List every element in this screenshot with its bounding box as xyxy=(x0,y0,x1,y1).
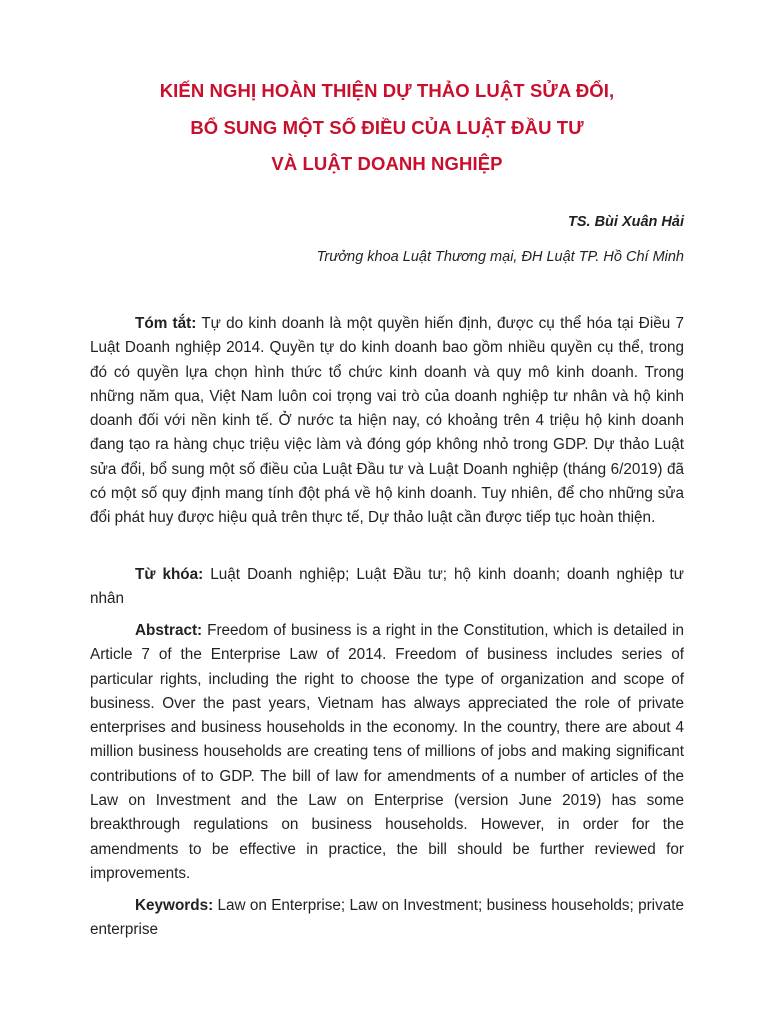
keywords-en-text: Law on Enterprise; Law on Investment; business households; private enterprise xyxy=(90,897,684,939)
abstract-text: Freedom of business is a right in the Constitution, which is detailed in Article 7 of the Enterprise Law of 2014. Freedom of business includes series of particular rights, including the right to choose the type of organization and scope of business. Over the past years, Vietnam has always appreciated the role of private enterprises and business households in the economy. In the country, there are about 4 million business households are creating tens of millions of jobs and making significant contributions of to GDP. The bill of law for amendments of a number of articles of the Law on Investment and the Law on Enterprise (version June 2019) has some breakthrough regulations on business households. However, in order for the amendments to be effective in practice, the bill should be further reviewed for improvements. xyxy=(90,622,684,882)
title-line-1: KIẾN NGHỊ HOÀN THIỆN DỰ THẢO LUẬT SỬA ĐỔI, xyxy=(159,80,615,101)
keywords-en-paragraph xyxy=(90,894,684,943)
keywords-en-label: Keywords: xyxy=(135,897,214,914)
abstract-paragraph xyxy=(90,619,684,886)
article-title xyxy=(90,73,684,183)
abstract-label: Abstract: xyxy=(135,622,203,639)
title-line-2: BỔ SUNG MỘT SỐ ĐIỀU CỦA LUẬT ĐẦU TƯ xyxy=(190,116,584,138)
author-affiliation: Trưởng khoa Luật Thương mại, ĐH Luật TP. Hồ Chí Minh xyxy=(316,249,684,265)
author-name: TS. Bùi Xuân Hải xyxy=(567,214,684,230)
summary-text: Tự do kinh doanh là một quyền hiến định, được cụ thể hóa tại Điều 7 Luật Doanh nghiệp 2014. Quyền tự do kinh doanh bao gồm nhiều quyền cụ thể, trong đó có quyền lựa chọn hình thức tổ chức kinh doanh và quy mô kinh doanh. Trong những năm qua, Việt Nam luôn coi trọng vai trò của doanh nghiệp tư nhân và hộ kinh doanh đối với nền kinh tế. Ở nước ta hiện nay, có khoảng trên 4 triệu hộ kinh doanh đang tạo ra hàng chục triệu việc làm và đóng góp không nhỏ trong GDP. Dự thảo Luật sửa đổi, bổ sung một số điều của Luật Đầu tư và Luật Doanh nghiệp (tháng 6/2019) đã có một số quy định mang tính đột phá về hộ kinh doanh. Tuy nhiên, để cho những sửa đổi phát huy được hiệu quả trên thực tế, Dự thảo luật cần được tiếp tục hoàn thiện. xyxy=(90,315,684,527)
title-line-3: VÀ LUẬT DOANH NGHIỆP xyxy=(271,153,503,174)
summary-paragraph xyxy=(90,312,684,531)
keywords-vi-text: Luật Doanh nghiệp; Luật Đầu tư; hộ kinh doanh; doanh nghiệp tư nhân xyxy=(90,566,685,608)
summary-label: Tóm tắt: xyxy=(135,315,197,332)
keywords-vi-label: Từ khóa: xyxy=(135,566,204,583)
keywords-vi-paragraph xyxy=(90,563,684,612)
